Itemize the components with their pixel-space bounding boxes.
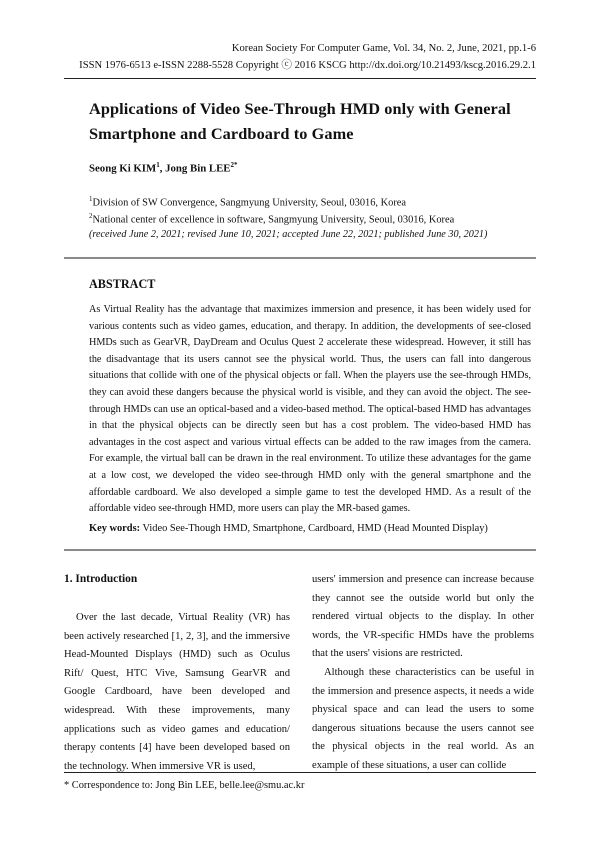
author-separator: , — [159, 162, 166, 175]
keywords-label: Key words: — [89, 523, 141, 534]
affiliation-2-text: National center of excellence in software, Sangmyung University, Seoul, 03016, Korea — [92, 214, 455, 226]
body-column-left — [64, 609, 290, 776]
keywords — [89, 523, 488, 534]
body-column-right — [312, 571, 534, 776]
correspondence-footnote: * Correspondence to: Jong Bin LEE, belle.lee@smu.ac.kr — [64, 780, 305, 791]
intro-paragraph-1-continued: users' immersion and presence can increase because they cannot see the outside world but only the rendered virtual objects to the display. In other words, the VR-specific HMDs have the problems that the users' visions are restricted. — [312, 574, 534, 660]
received-dates: (received June 2, 2021; revised June 10, 2021; accepted June 22, 2021; published June 30, 2021) — [89, 229, 488, 240]
intro-paragraph-2: Although these characteristics can be useful in the immersion and presence aspects, it needs a wide physical space and can lead the users to some dangerous situations because the users cannot see the physical objects in the real world. As an example of these situations, a user can collide — [312, 666, 534, 771]
abstract-bottom-divider — [64, 549, 536, 551]
abstract-body: As Virtual Reality has the advantage that maximizes immersion and presence, it has been widely used for various contents such as video games, education, and therapy. In addition, the developments of see-closed HMDs such as GearVR, DayDream and Oculus Quest 2 accelerate these widespread. However, it still has the disadvantage that its users cannot see the physical world. Thus, the users can fall into dangerous situations that collide with one of the physical objects or fall. When the players use the see-through HMDs, they can avoid these dangers because the physical world is visible, and they can avoid the object. The see-through HMDs can use an optical-based and a video-based method. The optical-based HMD has advantages in that the physical objects can be directly seen but has a cost problem. The video-based HMD has advantages in the cost aspect and various virtual effects can be added to the raw images from the camera. For example, the virtual ball can be drawn in the real environment. To utilize these advantages for the game at a low cost, we developed the video see-through HMD only with the general smartphone and the affordable cardboard. We also developed a simple game to test the developed HMD. As a result of the affordable video see-through HMD, more users can play the MR-based games. — [89, 304, 531, 515]
affiliation-2 — [89, 212, 454, 225]
affiliation-2-mark: 2 — [89, 212, 93, 220]
affiliation-1-text: Division of SW Convergence, Sangmyung University, Seoul, 03016, Korea — [92, 197, 407, 209]
section-heading-introduction: 1. Introduction — [64, 573, 138, 585]
footnote-divider — [64, 772, 536, 773]
keywords-text: Video See-Though HMD, Smartphone, Cardboard, HMD (Head Mounted Display) — [140, 523, 488, 534]
author-list — [89, 161, 238, 175]
author-2-name: Jong Bin LEE — [165, 162, 231, 175]
abstract-heading: ABSTRACT — [89, 277, 156, 291]
abstract-top-divider — [64, 257, 536, 259]
author-1-affiliation-mark: 1 — [156, 161, 160, 169]
journal-header-line-1: Korean Society For Computer Game, Vol. 34, No. 2, June, 2021, pp.1-6 — [231, 43, 536, 54]
header-divider — [64, 78, 536, 79]
intro-paragraph-1: Over the last decade, Virtual Reality (VR) has been actively researched [1, 2, 3], and the immersive Head-Mounted Displays (HMD) such as Oculus Rift/ Quest, HTC Vive, Samsung GearVR and Google Cardboard, have been developed and widespread. With these improvements, many applications such as video games and education/ therapy contents [4] have been developed based on the technology. When immersive VR is used, — [64, 612, 290, 772]
author-1-name: Seong Ki KIM — [89, 162, 157, 175]
affiliation-1-mark: 1 — [89, 195, 93, 203]
author-2-affiliation-mark: 2* — [230, 161, 238, 169]
affiliation-1 — [89, 195, 406, 208]
journal-header-line-2: ISSN 1976-6513 e-ISSN 2288-5528 Copyright ⓒ 2016 KSCG http://dx.doi.org/10.21493/kscg.2016.29.2.1 — [79, 60, 536, 71]
paper-title: Applications of Video See-Through HMD only with General Smartphone and Cardboard to Game — [89, 99, 511, 143]
